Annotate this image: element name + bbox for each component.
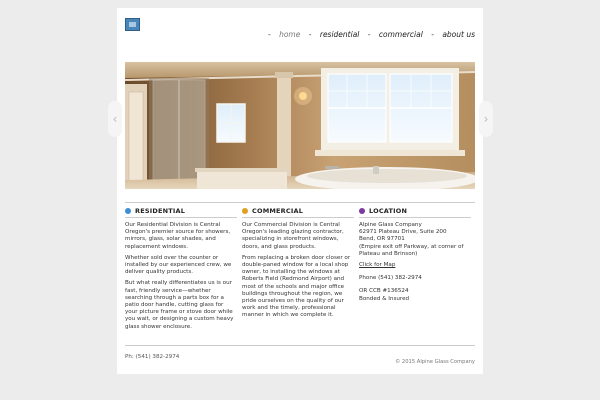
chevron-right-icon: › [483, 112, 489, 126]
logo[interactable] [125, 18, 140, 31]
location-icon [359, 208, 365, 214]
location-address-2: Bend, OR 97701 [359, 236, 405, 243]
footer-divider [125, 345, 475, 346]
commercial-paragraph-1: Our Commercial Division is Central Oregon's leading glazing contractor, specializing in storefront windows, doors, and glass products. [242, 222, 344, 250]
nav-separator: - [308, 30, 312, 39]
nav-item-commercial[interactable]: commercial [378, 30, 423, 39]
main-nav [262, 30, 475, 39]
commercial-icon [242, 208, 248, 214]
location-address-1: 62971 Plateau Drive, Suite 200 [359, 229, 447, 236]
location-company: Alpine Glass Company [359, 222, 422, 228]
commercial-title: COMMERCIAL [252, 207, 304, 215]
page-container [117, 8, 483, 374]
residential-paragraph-1: Our Residential Division is Central Oregon's premier source for showers, mirrors, glass, solar shades, and replacement windows. [125, 222, 231, 250]
residential-column [125, 203, 237, 331]
residential-paragraph-2: Whether sold over the counter or installed by our experienced crew, we deliver quality products. [125, 254, 232, 276]
nav-item-about-us[interactable]: about us [442, 30, 475, 39]
bathroom-photo [125, 62, 475, 189]
location-heading [359, 203, 471, 218]
residential-title: RESIDENTIAL [135, 207, 186, 215]
location-phone: Phone (541) 382-2974 [359, 275, 422, 282]
footer-copyright: © 2015 Alpine Glass Company [395, 359, 475, 365]
nav-separator: - [367, 30, 371, 39]
location-directions: (Empire exit off Parkway, at corner of Plateau and Brinson) [359, 243, 464, 257]
map-link[interactable]: Click for Map [359, 262, 396, 269]
residential-icon [125, 208, 131, 214]
nav-item-residential[interactable]: residential [319, 30, 360, 39]
commercial-heading [242, 203, 354, 218]
nav-separator: - [267, 30, 271, 39]
chevron-left-icon: ‹ [112, 112, 118, 126]
nav-item-home[interactable]: home [279, 30, 301, 39]
commercial-column [242, 203, 354, 320]
map-link-wrapper [359, 262, 471, 269]
hero-image-bathroom [125, 62, 475, 189]
residential-paragraph-3: But what really differentiates us is our fast, friendly service—whether searching through a parts box for a patio door handle, cutting glass for your picture frame or stove door while you wait, or designing a custom heavy glass shower enclosure. [125, 280, 234, 330]
info-columns [125, 202, 475, 343]
location-ccb: OR CCB #136524 [359, 288, 409, 295]
location-column [359, 203, 471, 303]
location-title: LOCATION [369, 207, 408, 215]
slider-next-button[interactable] [479, 101, 493, 137]
nav-separator: - [431, 30, 434, 39]
slider-prev-button[interactable] [108, 101, 122, 137]
location-bonded: Bonded & Insured [359, 295, 410, 302]
commercial-paragraph-2: From replacing a broken door closer or double-paned window for a local shop owner, to installing the windows at Roberts Field (Redmond Airport) and most of the schools and major office buildings throughout the region, we pride ourselves on the quality of our work and the timely, professional manner in which we complete it. [242, 254, 351, 319]
residential-heading [125, 203, 237, 218]
footer-phone: Ph: (541) 382-2974 [125, 354, 180, 360]
